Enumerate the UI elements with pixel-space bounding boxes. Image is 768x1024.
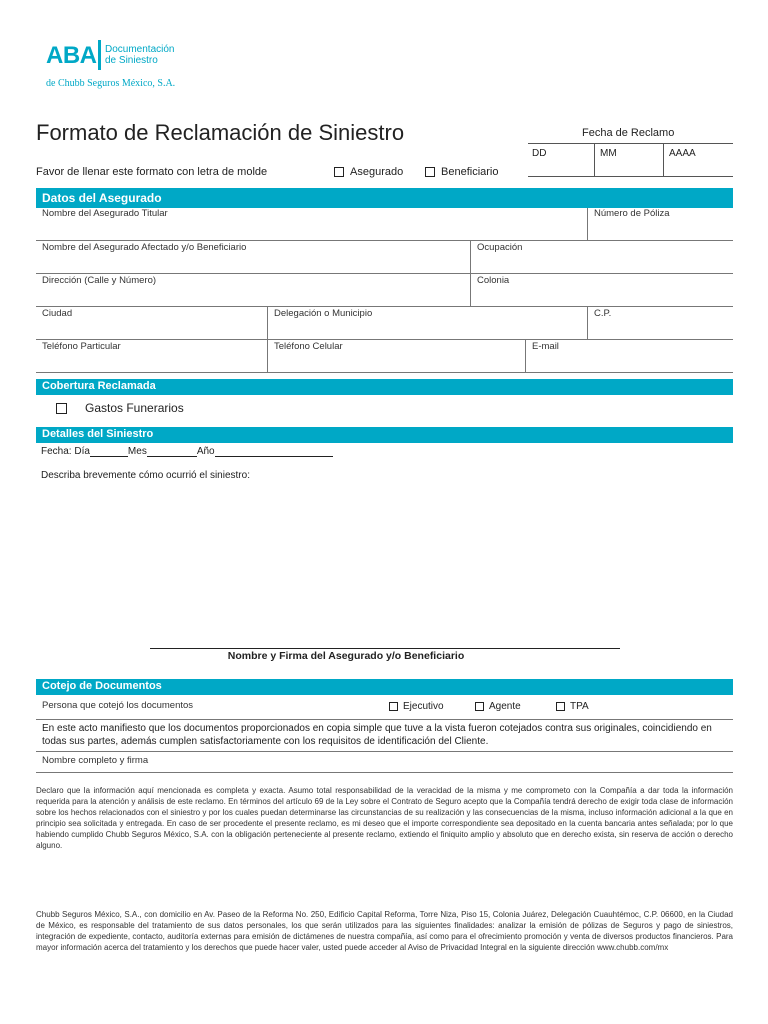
fecha-mm-field[interactable]	[596, 144, 664, 177]
telefono-particular-field[interactable]	[36, 338, 267, 372]
logo-brand: ABA	[46, 42, 97, 69]
beneficiario-label: Beneficiario	[441, 166, 499, 178]
telefono-celular-field[interactable]	[268, 338, 525, 372]
divider	[470, 273, 471, 306]
fecha-mes-field[interactable]	[147, 447, 197, 457]
colonia-field[interactable]	[471, 272, 733, 306]
numero-poliza-field[interactable]	[588, 205, 733, 240]
tpa-checkbox[interactable]	[556, 702, 565, 711]
logo-line1: Documentación	[105, 44, 175, 55]
tpa-checkbox-group[interactable]	[556, 701, 589, 712]
email-label: E-mail	[532, 341, 559, 352]
section-cotejo: Cotejo de Documentos	[36, 679, 733, 695]
beneficiario-checkbox-group[interactable]	[425, 166, 498, 178]
gastos-funerarios-checkbox[interactable]	[56, 403, 67, 414]
logo-divider	[98, 40, 101, 70]
persona-cotejo-field[interactable]	[36, 697, 733, 719]
colonia-label: Colonia	[477, 275, 510, 286]
ejecutivo-label: Ejecutivo	[403, 701, 444, 712]
descripcion-area[interactable]	[41, 486, 731, 636]
divider	[36, 372, 733, 373]
divider	[267, 339, 268, 372]
numero-poliza-label: Número de Póliza	[594, 208, 670, 219]
fecha-mes-label: Mes	[127, 446, 147, 457]
nombre-afectado-label: Nombre del Asegurado Afectado y/o Beneficiario	[42, 242, 247, 253]
persona-cotejo-label: Persona que cotejó los documentos	[42, 700, 194, 711]
asegurado-checkbox-group[interactable]	[334, 166, 403, 178]
agente-checkbox[interactable]	[475, 702, 484, 711]
divider	[36, 772, 733, 773]
firma-line	[150, 648, 620, 649]
nombre-firma-label: Nombre completo y firma	[42, 755, 149, 766]
direccion-label: Dirección (Calle y Número)	[42, 275, 157, 286]
fecha-anio-field[interactable]	[215, 447, 333, 457]
page-title: Formato de Reclamación de Siniestro	[36, 120, 405, 145]
manifiesto-text: En este acto manifiesto que los documentos proporcionados en copia simple que tuve a la vista fueron cotejados contra sus originales, coincidiendo en todas sus partes, además cumplen satisfactoriamente con los requisitos de identificación del Cliente.	[42, 723, 712, 747]
describa-label: Describa brevemente cómo ocurrió el siniestro:	[41, 470, 250, 481]
asegurado-label: Asegurado	[350, 166, 404, 178]
nombre-titular-label: Nombre del Asegurado Titular	[42, 208, 168, 219]
nombre-afectado-field[interactable]	[36, 239, 470, 273]
fecha-dia-field[interactable]	[90, 447, 128, 457]
nombre-firma-field[interactable]	[36, 752, 733, 772]
fecha-aaaa-field[interactable]	[665, 144, 733, 177]
gastos-funerarios-label: Gastos Funerarios	[85, 401, 184, 415]
logo-subtitle	[105, 44, 174, 66]
nombre-titular-field[interactable]	[36, 205, 587, 240]
instructions-text: Favor de llenar este formato con letra de molde	[36, 166, 268, 178]
divider	[525, 339, 526, 372]
ocupacion-field[interactable]	[471, 239, 733, 273]
fecha-dia-label: Fecha: Día	[41, 446, 90, 457]
ejecutivo-checkbox[interactable]	[389, 702, 398, 711]
direccion-field[interactable]	[36, 272, 470, 306]
delegacion-field[interactable]	[268, 305, 587, 339]
firma-label: Nombre y Firma del Asegurado y/o Beneficiario	[227, 650, 465, 662]
logo-company: de Chubb Seguros México, S.A.	[46, 78, 176, 89]
fecha-anio-label: Año	[196, 446, 215, 457]
fecha-mm-label: MM	[600, 148, 617, 159]
divider	[267, 306, 268, 339]
cp-field[interactable]	[588, 305, 733, 339]
divider	[36, 719, 733, 720]
asegurado-checkbox[interactable]	[334, 167, 344, 177]
fecha-reclamo-box	[528, 143, 733, 177]
telefono-particular-label: Teléfono Particular	[42, 341, 121, 352]
ciudad-field[interactable]	[36, 305, 267, 339]
cp-label: C.P.	[594, 308, 612, 319]
fecha-dd-label: DD	[532, 148, 547, 159]
fecha-dd-field[interactable]	[528, 144, 595, 177]
telefono-celular-label: Teléfono Celular	[274, 341, 343, 352]
ejecutivo-checkbox-group[interactable]	[389, 701, 444, 712]
logo-line2: de Siniestro	[105, 55, 158, 66]
ciudad-label: Ciudad	[42, 308, 73, 319]
agente-checkbox-group[interactable]	[475, 701, 521, 712]
aviso-privacidad-text: Chubb Seguros México, S.A., con domicilio en Av. Paseo de la Reforma No. 250, Edificio Capital Reforma, Torre Niza, Piso 15, Colonia Juárez, Delegación Cuauhtémoc, C.P. 06600, en la Ciudad de México, es responsable del tratamiento de sus datos personales, los que serán utilizados para las siguientes finalidades: analizar la emisión de pólizas de Seguros y pago de siniestros, integración de expediente, contacto, auditoría externas para emisión de dictámenes de nuestra compañía, así como para el ofrecimiento promoción y venta de diversos productos financieros. Para mayor información acerca del tratamiento y los derechos que puede hacer valer, usted puede acceder al Aviso de Privacidad Integral en la siguiente dirección www.chubb.com/mx	[36, 910, 733, 952]
section-cobertura: Cobertura Reclamada	[36, 379, 733, 395]
divider	[470, 240, 471, 273]
gastos-funerarios-checkbox-group[interactable]	[56, 401, 184, 415]
fecha-reclamo-title: Fecha de Reclamo	[582, 127, 675, 139]
declaracion-text: Declaro que la información aquí mencionada es completa y exacta. Asumo total responsabilidad de la veracidad de la misma y me comprometo con la Compañía a dar toda la información requerida para la atención y análisis de este reclamo. En términos del artículo 69 de la Ley sobre el Contrato de Seguro acepto que la Compañía tendrá derecho de exigir toda clase de información sobre los hechos relacionados con el siniestro y por los cuales puedan determinarse las circunstancias de su realización y las consecuencias de la misma, incluso información adicional a la que en principio sea solicitada y entregada. En caso de ser procedente el presente reclamo, es mi deseo que el importe correspondiente sea depositado en la cuenta bancaria antes señalada; por lo que habiendo cumplido Chubb Seguros México, S.A. con la obligación perteneciente al presente reclamo, extiendo el finiquito amplio y absoluto que en derecho exista, sin reserva de acción o derecho alguno.	[36, 786, 733, 850]
divider	[587, 306, 588, 339]
divider	[587, 208, 588, 240]
fecha-siniestro-row	[41, 446, 333, 457]
section-datos-asegurado: Datos del Asegurado	[36, 188, 733, 208]
tpa-label: TPA	[570, 701, 589, 712]
section-detalles: Detalles del Siniestro	[36, 427, 733, 443]
email-field[interactable]	[526, 338, 733, 372]
delegacion-label: Delegación o Municipio	[274, 308, 373, 319]
agente-label: Agente	[489, 701, 521, 712]
ocupacion-label: Ocupación	[477, 242, 523, 253]
beneficiario-checkbox[interactable]	[425, 167, 435, 177]
fecha-aaaa-label: AAAA	[669, 148, 696, 159]
